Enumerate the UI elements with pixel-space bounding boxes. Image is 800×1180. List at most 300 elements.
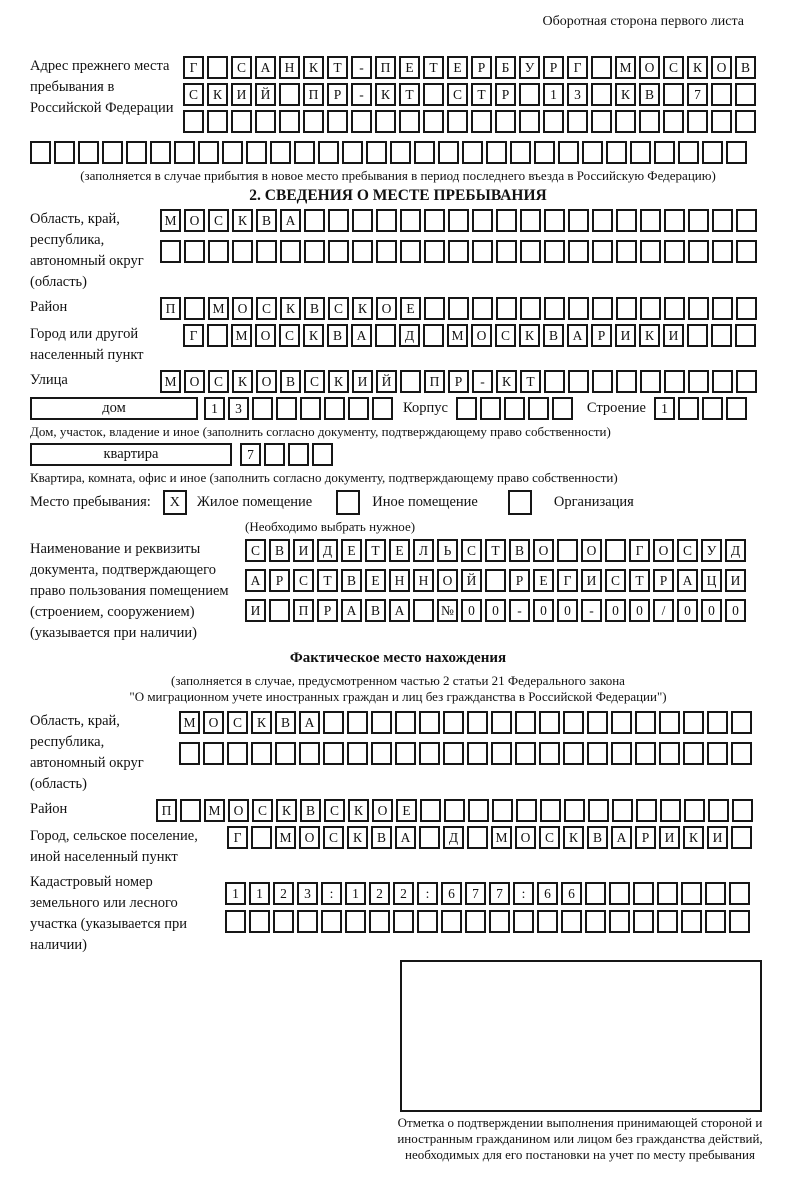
char-box <box>400 209 421 232</box>
char-box <box>635 742 656 765</box>
char-box: К <box>375 83 396 106</box>
char-box <box>448 209 469 232</box>
char-box <box>539 711 560 734</box>
char-box <box>636 799 657 822</box>
char-box: Р <box>327 83 348 106</box>
char-box: 1 <box>225 882 246 905</box>
char-box <box>711 110 732 133</box>
checkbox-zhiloe <box>163 490 187 515</box>
ulitsa-row <box>160 370 757 393</box>
char-box <box>735 324 756 347</box>
char-box <box>249 910 270 933</box>
char-box <box>681 882 702 905</box>
oblast-label: Область, край, республика, автономный округ (область) <box>30 211 144 290</box>
char-box <box>611 742 632 765</box>
char-box: Й <box>461 569 482 592</box>
char-box: О <box>376 297 397 320</box>
char-box <box>635 711 656 734</box>
char-box: Г <box>227 826 248 849</box>
fact-oblast-label: Область, край, республика, автономный округ (область) <box>30 713 144 792</box>
char-box: К <box>563 826 584 849</box>
char-box <box>726 141 747 164</box>
char-box: И <box>581 569 602 592</box>
char-box: Р <box>269 569 290 592</box>
char-box <box>708 799 729 822</box>
char-box: В <box>341 569 362 592</box>
char-box <box>664 240 685 263</box>
char-box: В <box>639 83 660 106</box>
char-box: М <box>179 711 200 734</box>
char-box: П <box>156 799 177 822</box>
fact-oblast-row-1 <box>179 711 752 734</box>
char-box <box>395 711 416 734</box>
char-box <box>568 240 589 263</box>
kadastr-row-1 <box>225 882 750 905</box>
char-box: А <box>677 569 698 592</box>
char-box <box>663 110 684 133</box>
char-box: Л <box>413 539 434 562</box>
char-box: В <box>543 324 564 347</box>
char-box <box>592 297 613 320</box>
char-box: С <box>539 826 560 849</box>
char-box: В <box>300 799 321 822</box>
char-box: О <box>653 539 674 562</box>
char-box: О <box>515 826 536 849</box>
char-box: Д <box>443 826 464 849</box>
char-box <box>456 397 477 420</box>
char-box <box>567 110 588 133</box>
char-box <box>702 397 723 420</box>
char-box <box>419 711 440 734</box>
char-box <box>639 110 660 133</box>
char-box: В <box>280 370 301 393</box>
char-box <box>543 110 564 133</box>
char-box <box>736 240 757 263</box>
char-box <box>184 240 205 263</box>
char-box: В <box>371 826 392 849</box>
char-box <box>441 910 462 933</box>
char-box <box>615 110 636 133</box>
raion-label: Район <box>30 299 68 315</box>
char-box <box>731 826 752 849</box>
char-box <box>605 539 626 562</box>
char-box: И <box>245 599 266 622</box>
char-box <box>609 882 630 905</box>
char-box: М <box>160 370 181 393</box>
char-box: Г <box>629 539 650 562</box>
char-box <box>375 110 396 133</box>
prev-address-rows <box>183 56 756 137</box>
kadastr-label: Кадастровый номер земельного или лесного участка (указывается при наличии) <box>30 874 187 953</box>
char-box: К <box>251 711 272 734</box>
char-box: У <box>701 539 722 562</box>
char-box: М <box>275 826 296 849</box>
char-box <box>539 742 560 765</box>
char-box: Т <box>317 569 338 592</box>
dom-box: дом <box>30 397 198 420</box>
char-box: О <box>184 209 205 232</box>
char-box: К <box>280 297 301 320</box>
char-box: М <box>204 799 225 822</box>
char-box: М <box>447 324 468 347</box>
char-box: О <box>372 799 393 822</box>
char-box <box>688 297 709 320</box>
char-box <box>735 83 756 106</box>
char-box: 0 <box>701 599 722 622</box>
char-box <box>328 240 349 263</box>
fact-note-2: "О миграционном учете иностранных граждан и лиц без гражданства в Российской Федерации") <box>129 689 667 704</box>
char-box: Р <box>591 324 612 347</box>
char-box <box>736 370 757 393</box>
char-box: - <box>472 370 493 393</box>
char-box: 3 <box>228 397 249 420</box>
char-box <box>251 742 272 765</box>
char-box <box>414 141 435 164</box>
char-box: Р <box>543 56 564 79</box>
raion-block <box>30 297 766 320</box>
char-box: В <box>256 209 277 232</box>
fact-oblast-rows <box>179 711 752 795</box>
char-box: С <box>323 826 344 849</box>
char-box <box>711 324 732 347</box>
char-box: К <box>683 826 704 849</box>
char-box <box>347 742 368 765</box>
char-box <box>712 297 733 320</box>
char-box: С <box>495 324 516 347</box>
char-box <box>678 397 699 420</box>
char-box <box>489 910 510 933</box>
char-box <box>616 209 637 232</box>
char-box: С <box>183 83 204 106</box>
char-box: 0 <box>533 599 554 622</box>
mesto-label: Место пребывания: <box>30 494 151 510</box>
char-box <box>587 742 608 765</box>
char-box <box>336 490 360 515</box>
char-box <box>347 711 368 734</box>
char-box <box>342 141 363 164</box>
char-box <box>587 711 608 734</box>
char-box <box>568 209 589 232</box>
char-box: С <box>324 799 345 822</box>
char-box: 2 <box>369 882 390 905</box>
char-box: И <box>725 569 746 592</box>
char-box: Б <box>495 56 516 79</box>
fact-raion-block <box>30 799 766 822</box>
char-box: Р <box>635 826 656 849</box>
char-box: Й <box>376 370 397 393</box>
prev-address-row-2 <box>183 83 756 106</box>
char-box: С <box>231 56 252 79</box>
char-box: 1 <box>249 882 270 905</box>
char-box <box>327 110 348 133</box>
char-box <box>444 799 465 822</box>
char-box: К <box>303 56 324 79</box>
char-box <box>731 742 752 765</box>
char-box <box>657 910 678 933</box>
char-box: А <box>255 56 276 79</box>
char-box <box>492 799 513 822</box>
char-box: И <box>615 324 636 347</box>
char-box <box>664 209 685 232</box>
char-box <box>288 443 309 466</box>
char-box: В <box>269 539 290 562</box>
char-box: О <box>184 370 205 393</box>
char-box <box>640 209 661 232</box>
char-box: О <box>711 56 732 79</box>
char-box <box>207 110 228 133</box>
char-box: К <box>496 370 517 393</box>
char-box: : <box>321 882 342 905</box>
char-box <box>443 742 464 765</box>
fact-gorod-label: Город, сельское поселение, иной населенный пункт <box>30 828 198 865</box>
char-box <box>513 910 534 933</box>
char-box: 0 <box>605 599 626 622</box>
char-box <box>222 141 243 164</box>
char-box: О <box>471 324 492 347</box>
dom-cells <box>204 397 393 420</box>
char-box <box>246 141 267 164</box>
char-box: Т <box>629 569 650 592</box>
char-box <box>528 397 549 420</box>
char-box <box>467 742 488 765</box>
char-box <box>472 209 493 232</box>
char-box: 6 <box>537 882 558 905</box>
char-box: 0 <box>557 599 578 622</box>
char-box: С <box>256 297 277 320</box>
char-box <box>232 240 253 263</box>
char-box <box>462 141 483 164</box>
char-box <box>399 110 420 133</box>
char-box <box>225 910 246 933</box>
char-box <box>345 910 366 933</box>
char-box <box>264 443 285 466</box>
char-box <box>640 240 661 263</box>
char-box <box>515 711 536 734</box>
char-box <box>702 141 723 164</box>
char-box <box>54 141 75 164</box>
kvartira-note: Квартира, комната, офис и иное (заполнить согласно документу, подтверждающему право собственности) <box>30 470 618 485</box>
char-box <box>508 490 532 515</box>
char-box <box>465 910 486 933</box>
corner-note: Оборотная сторона первого листа <box>542 14 744 29</box>
char-box <box>729 910 750 933</box>
char-box <box>424 297 445 320</box>
char-box <box>568 370 589 393</box>
char-box: 6 <box>441 882 462 905</box>
char-box: О <box>533 539 554 562</box>
char-box <box>30 141 51 164</box>
prev-address-block <box>30 56 766 137</box>
char-box: Д <box>399 324 420 347</box>
char-box <box>419 826 440 849</box>
char-box <box>633 882 654 905</box>
char-box: Й <box>255 83 276 106</box>
doc-row-3 <box>245 599 746 622</box>
char-box <box>275 742 296 765</box>
char-box <box>520 240 541 263</box>
char-box <box>592 370 613 393</box>
char-box: С <box>208 209 229 232</box>
char-box: В <box>735 56 756 79</box>
char-box: С <box>252 799 273 822</box>
char-box <box>472 240 493 263</box>
char-box <box>467 711 488 734</box>
char-box <box>366 141 387 164</box>
korpus-label: Корпус <box>403 400 448 416</box>
char-box: Ц <box>701 569 722 592</box>
char-box <box>351 110 372 133</box>
char-box <box>303 110 324 133</box>
char-box <box>393 910 414 933</box>
fact-gorod-block <box>30 826 766 868</box>
char-box: Е <box>399 56 420 79</box>
char-box: С <box>208 370 229 393</box>
char-box: В <box>587 826 608 849</box>
char-box <box>688 370 709 393</box>
char-box <box>515 742 536 765</box>
char-box: - <box>351 56 372 79</box>
stroenie-cells <box>654 397 747 420</box>
char-box <box>198 141 219 164</box>
char-box <box>203 742 224 765</box>
char-box: Д <box>725 539 746 562</box>
char-box <box>150 141 171 164</box>
doc-label: Наименование и реквизиты документа, подтверждающего право пользования помещением (строением, сооружением) (указывается при наличии) <box>30 541 229 641</box>
char-box <box>417 910 438 933</box>
char-box: О <box>256 370 277 393</box>
char-box <box>252 397 273 420</box>
char-box: Д <box>317 539 338 562</box>
char-box <box>126 141 147 164</box>
char-box: К <box>615 83 636 106</box>
char-box <box>616 297 637 320</box>
char-box <box>207 56 228 79</box>
char-box: К <box>232 209 253 232</box>
char-box <box>540 799 561 822</box>
char-box <box>256 240 277 263</box>
char-box: X <box>163 490 187 515</box>
char-box <box>564 799 585 822</box>
char-box: 1 <box>345 882 366 905</box>
char-box <box>323 742 344 765</box>
char-box <box>227 742 248 765</box>
char-box <box>563 711 584 734</box>
char-box <box>726 397 747 420</box>
char-box: У <box>519 56 540 79</box>
char-box <box>534 141 555 164</box>
char-box: К <box>347 826 368 849</box>
char-box <box>183 110 204 133</box>
char-box <box>544 370 565 393</box>
char-box <box>270 141 291 164</box>
char-box <box>324 397 345 420</box>
char-box: 0 <box>677 599 698 622</box>
char-box: М <box>160 209 181 232</box>
char-box: А <box>611 826 632 849</box>
char-box: № <box>437 599 458 622</box>
char-box <box>657 882 678 905</box>
char-box: 6 <box>561 882 582 905</box>
char-box <box>707 742 728 765</box>
char-box <box>467 826 488 849</box>
char-box <box>496 240 517 263</box>
opt-inoe-label: Иное помещение <box>372 494 478 510</box>
char-box: Е <box>389 539 410 562</box>
dom-block <box>30 397 766 420</box>
mesto-block <box>30 490 766 515</box>
char-box <box>732 799 753 822</box>
char-box: К <box>328 370 349 393</box>
char-box: В <box>509 539 530 562</box>
char-box <box>612 799 633 822</box>
stroenie-label: Строение <box>586 400 646 416</box>
char-box: М <box>615 56 636 79</box>
prev-address-note: (заполняется в случае прибытия в новое место пребывания в период последнего въезда в Российскую Федерацию) <box>80 168 716 183</box>
char-box <box>510 141 531 164</box>
char-box <box>174 141 195 164</box>
opt-zhiloe-label: Жилое помещение <box>196 494 313 510</box>
char-box <box>660 799 681 822</box>
char-box <box>276 397 297 420</box>
char-box: И <box>352 370 373 393</box>
char-box <box>585 882 606 905</box>
char-box: А <box>567 324 588 347</box>
char-box: К <box>687 56 708 79</box>
char-box: П <box>293 599 314 622</box>
char-box: С <box>245 539 266 562</box>
char-box: Т <box>365 539 386 562</box>
char-box: 0 <box>485 599 506 622</box>
char-box <box>495 110 516 133</box>
char-box <box>299 742 320 765</box>
fact-oblast-row-2 <box>179 742 752 765</box>
char-box: : <box>513 882 534 905</box>
mesto-note: (Необходимо выбрать нужное) <box>245 519 416 534</box>
char-box <box>371 742 392 765</box>
char-box <box>736 297 757 320</box>
gorod-row <box>183 324 756 347</box>
char-box: С <box>677 539 698 562</box>
char-box: Н <box>389 569 410 592</box>
char-box: П <box>375 56 396 79</box>
char-box: И <box>659 826 680 849</box>
char-box <box>371 711 392 734</box>
ulitsa-label: Улица <box>30 372 68 388</box>
fact-gorod-row <box>227 826 752 849</box>
char-box <box>328 209 349 232</box>
char-box <box>520 297 541 320</box>
char-box <box>520 209 541 232</box>
opt-org-label: Организация <box>553 494 634 510</box>
char-box <box>678 141 699 164</box>
char-box <box>304 209 325 232</box>
char-box: П <box>303 83 324 106</box>
char-box: - <box>581 599 602 622</box>
char-box <box>468 799 489 822</box>
checkbox-inoe <box>336 490 360 515</box>
char-box: Н <box>279 56 300 79</box>
fact-raion-row <box>156 799 753 822</box>
kadastr-block <box>30 872 766 956</box>
char-box <box>707 711 728 734</box>
char-box <box>372 397 393 420</box>
char-box <box>321 910 342 933</box>
char-box <box>496 297 517 320</box>
char-box <box>420 799 441 822</box>
char-box: О <box>228 799 249 822</box>
char-box <box>78 141 99 164</box>
char-box: К <box>276 799 297 822</box>
